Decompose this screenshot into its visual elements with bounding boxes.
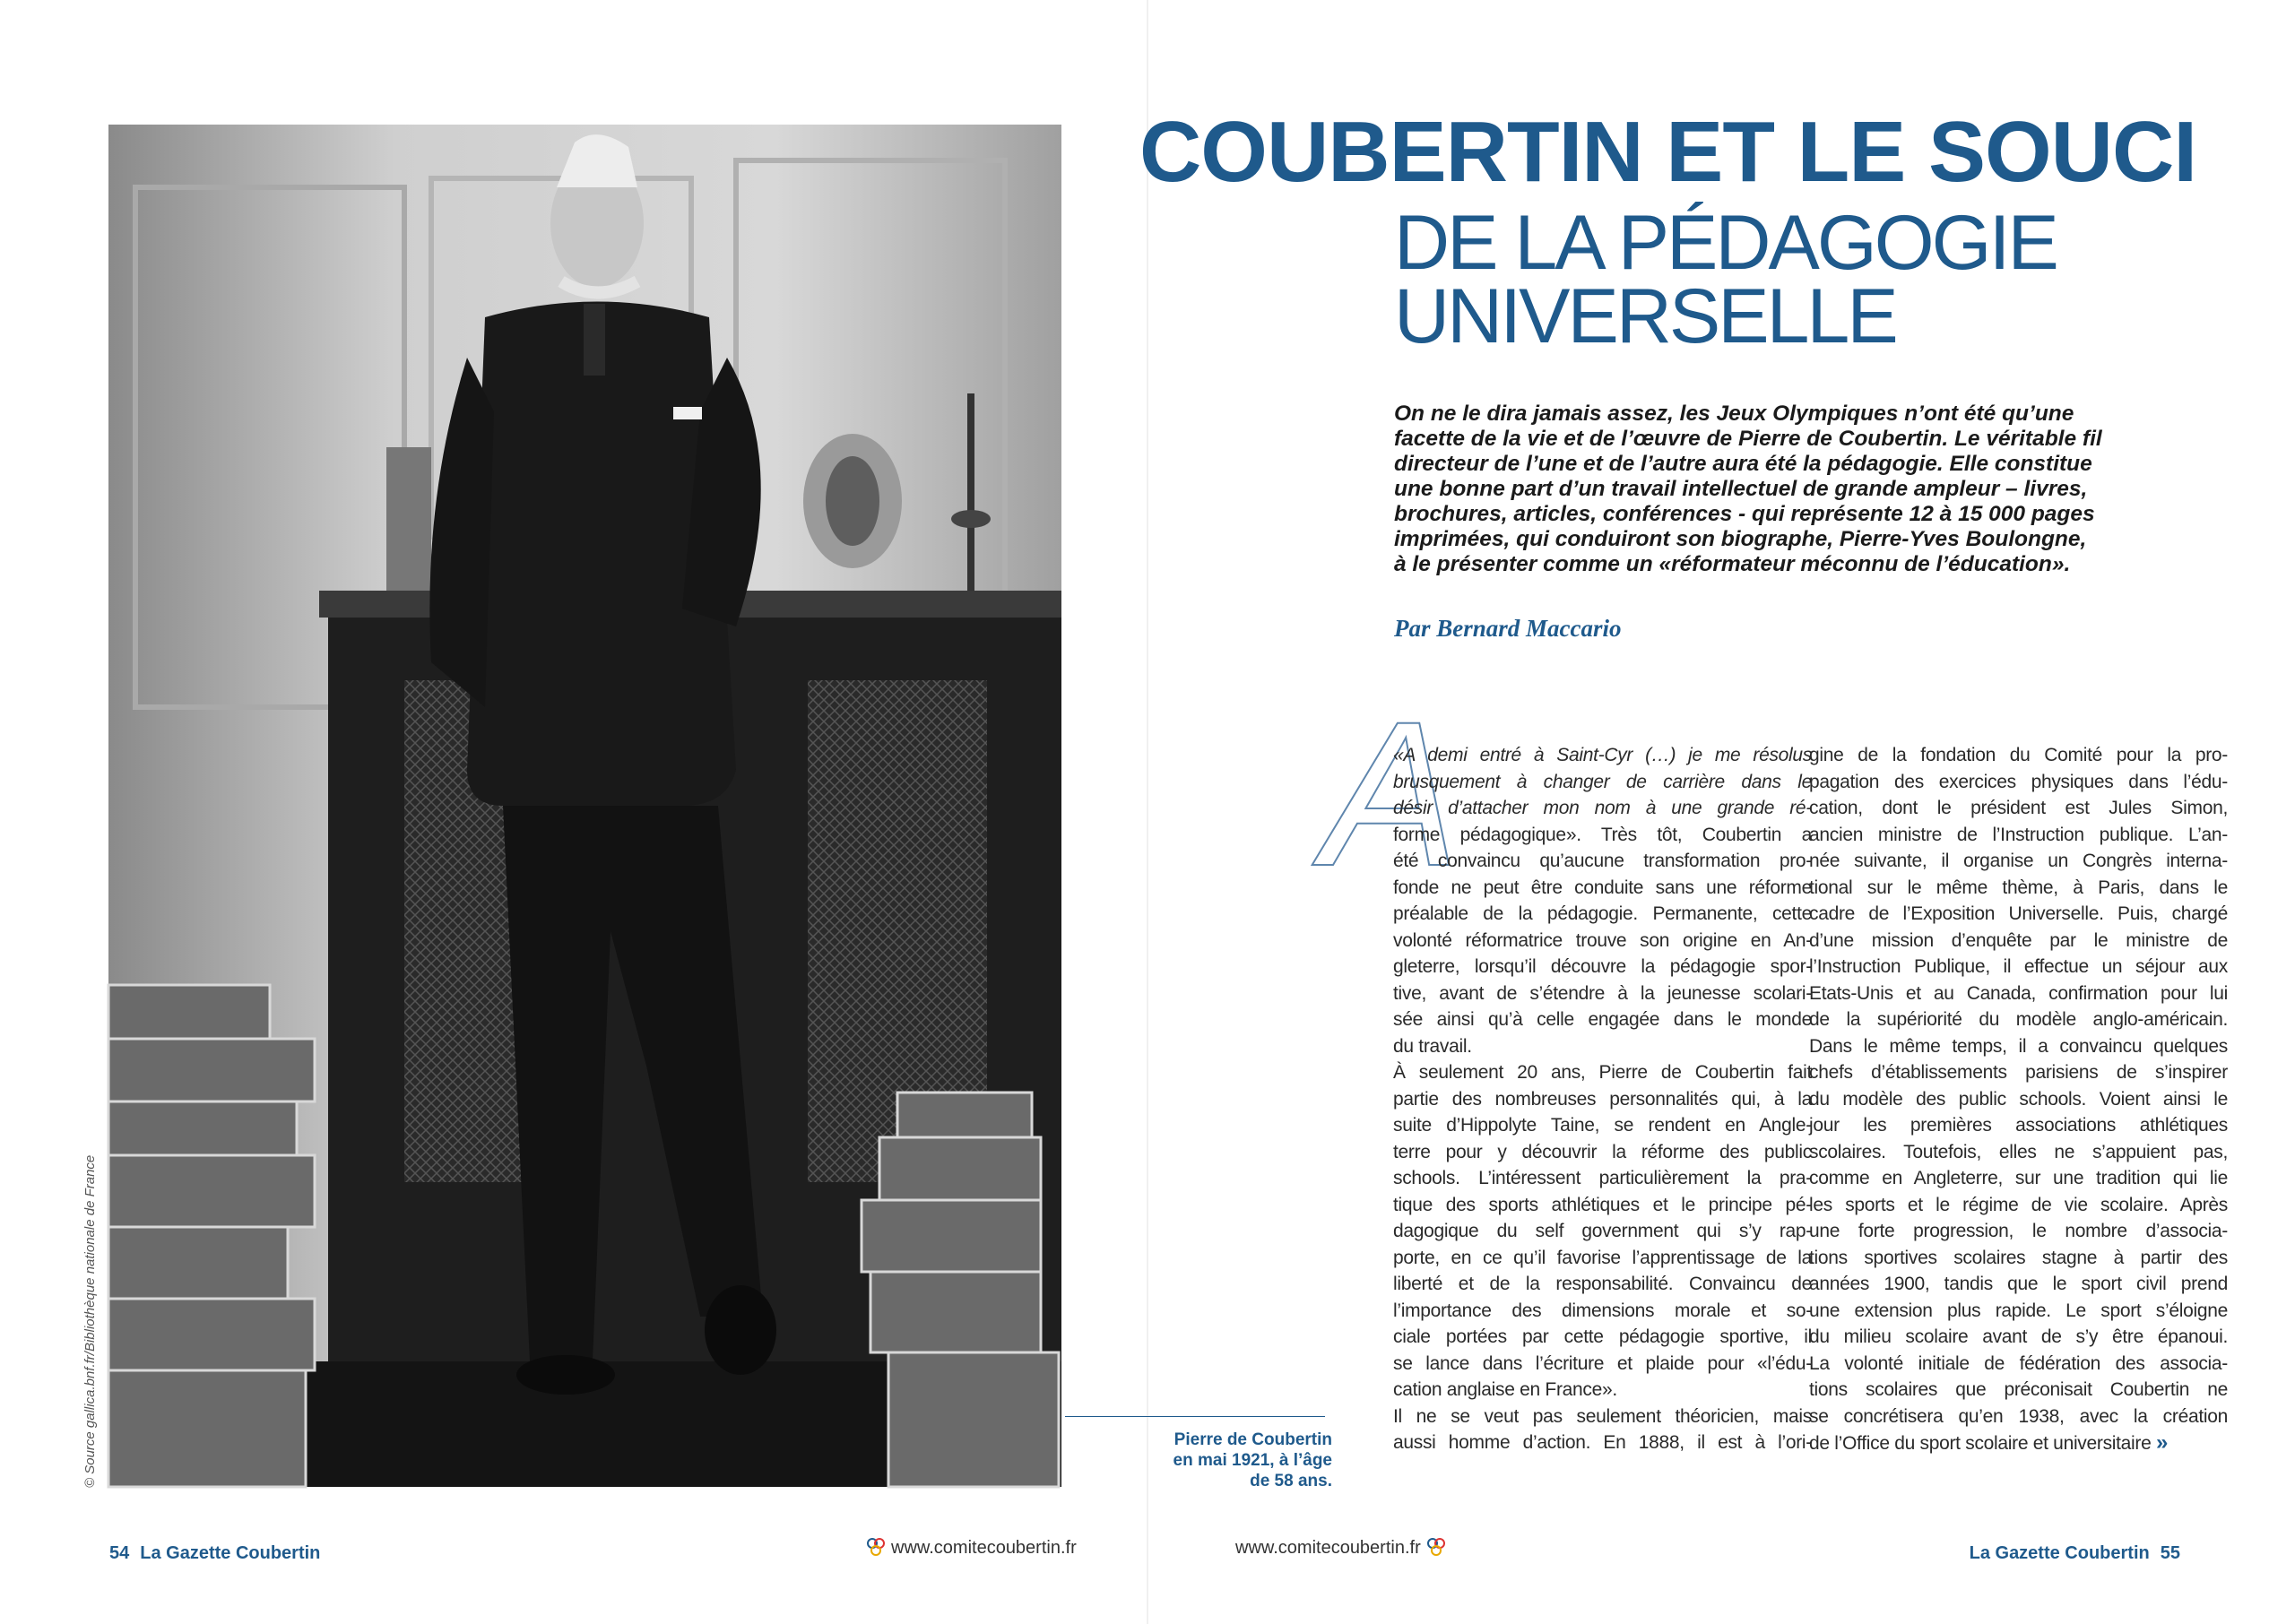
body-line: scolaires. Toutefois, elles ne s’appuient pas, (1809, 1141, 2228, 1162)
body-line: partie des nombreuses personnalités qui, à la (1393, 1088, 1812, 1110)
photo-caption (1162, 1430, 1332, 1491)
body-line: désir d’attacher mon nom à une grande ré- (1393, 798, 1812, 818)
olympic-rings-logo-icon (866, 1536, 886, 1559)
footer-url-right[interactable] (1235, 1536, 1446, 1559)
body-column-2 (1809, 742, 2228, 1457)
body-line: Dans le même temps, il a convaincu quelques (1809, 1035, 2228, 1057)
body-line: tique des sports athlétiques et le principe pé- (1393, 1194, 1812, 1215)
body-line: cation anglaise en France». (1393, 1379, 1617, 1400)
body-line: comme en Angleterre, sur une tradition qui lie (1809, 1168, 2228, 1188)
body-line: cation, dont le président est Jules Simon, (1809, 798, 2228, 818)
url-text[interactable]: www.comitecoubertin.fr (891, 1537, 1077, 1558)
lead-line: brochures, articles, conférences - qui représente 12 à 15 000 pages (1394, 502, 2095, 526)
drop-cap-letter: A (1322, 678, 1460, 909)
body-line: été convaincu qu’aucune transformation pro- (1393, 851, 1812, 871)
body-line: tions sportives scolaires stagne à partir des (1809, 1247, 2228, 1268)
lead-line: On ne le dira jamais assez, les Jeux Olympiques n’ont été qu’une (1394, 402, 2074, 426)
body-line: fonde ne peut être conduite sans une réforme (1393, 877, 1812, 898)
body-line: années 1900, tandis que le sport civil prend (1809, 1274, 2228, 1294)
lead-line: imprimées, qui conduiront son biographe, Pierre-Yves Boulongne, (1394, 527, 2087, 551)
body-line: ancien ministre de l’Instruction publique. L’an- (1809, 824, 2228, 845)
body-line: du travail. (1393, 1035, 1472, 1057)
body-line: tions scolaires que préconisait Coubertin ne (1809, 1379, 2228, 1400)
page-gutter (1147, 0, 1148, 1624)
body-line: de la supériorité du modèle anglo-américain. (1809, 1009, 2228, 1030)
coubertin-photo (108, 125, 1061, 1487)
body-line: tive, avant de s’étendre à la jeunesse scolari- (1393, 982, 1812, 1004)
body-line: une extension plus rapide. Le sport s’éloigne (1809, 1300, 2228, 1321)
double-chevron-right-icon: » (2156, 1430, 2169, 1455)
body-line: porte, en ce qu’il favorise l’apprentissage de la (1393, 1247, 1812, 1268)
body-line: Il ne se veut pas seulement théoricien, mais (1393, 1405, 1812, 1427)
magazine-title-right: La Gazette Coubertin (1969, 1543, 2150, 1563)
lead-line: une bonne part d’un travail intellectuel de grande ampleur – livres, (1394, 477, 2088, 501)
body-line: les sports et le régime de vie scolaire. Après (1809, 1194, 2228, 1215)
subtitle-line: UNIVERSELLE (1394, 273, 1896, 359)
body-line: sée ainsi qu’à celle engagée dans le monde (1393, 1009, 1812, 1030)
body-line: suite d’Hippolyte Taine, se rendent en Angle- (1393, 1115, 1812, 1136)
body-line: forme pédagogique». Très tôt, Coubertin a (1393, 824, 1812, 845)
body-line: une forte progression, le nombre d’associa- (1809, 1221, 2228, 1241)
photo-credit: © Source gallica.bnf.fr/Bibliothèque nationale de France (82, 1154, 98, 1488)
body-line: se lance dans l’écriture et plaide pour «l’édu- (1393, 1352, 1812, 1374)
body-line: l’importance des dimensions morale et so- (1393, 1300, 1812, 1321)
subtitle-line: DE LA PÉDAGOGIE (1394, 200, 2057, 286)
caption-line: Pierre de Coubertin (1173, 1430, 1332, 1449)
article-title: COUBERTIN ET LE SOUCI (1139, 104, 2196, 200)
body-line: dagogique du self government qui s’y rap- (1393, 1221, 1812, 1241)
lead-line: facette de la vie et de l’œuvre de Pierre de Coubertin. Le véritable fil (1394, 427, 2102, 451)
body-line: terre pour y découvrir la réforme des public (1393, 1141, 1812, 1162)
body-line: l’Instruction Publique, il effectue un séjour aux (1809, 956, 2228, 977)
body-line: née suivante, il organise un Congrès interna- (1809, 851, 2228, 871)
body-line: du modèle des public schools. Voient ainsi le (1809, 1088, 2228, 1110)
caption-line: de 58 ans. (1250, 1472, 1332, 1490)
body-line: «A demi entré à Saint-Cyr (…) je me résolus (1393, 745, 1812, 765)
body-column-1 (1393, 742, 1812, 1456)
body-line: préalable de la pédagogie. Permanente, cette (1393, 903, 1812, 924)
body-line: gleterre, lorsqu’il découvre la pédagogie spor- (1393, 956, 1812, 977)
body-line: tional sur le même thème, à Paris, dans le (1809, 877, 2228, 898)
caption-line: en mai 1921, à l’âge (1173, 1451, 1332, 1470)
body-line: Etats-Unis et au Canada, confirmation pour lui (1809, 982, 2228, 1004)
magazine-title-left: La Gazette Coubertin (140, 1543, 321, 1563)
body-line: brusquement à changer de carrière dans le (1393, 771, 1812, 792)
body-line: d’une mission d’enquête par le ministre de (1809, 929, 2228, 951)
body-line: schools. L’intéressent particulièrement la pra- (1393, 1168, 1812, 1188)
body-line: du milieu scolaire avant de s’y être épanoui. (1809, 1326, 2228, 1347)
body-line: jour les premières associations athlétiques (1809, 1115, 2228, 1136)
body-line: La volonté initiale de fédération des associa- (1809, 1352, 2228, 1374)
body-line: liberté et de la responsabilité. Convaincu de (1393, 1274, 1812, 1294)
olympic-rings-logo-icon (1426, 1536, 1446, 1559)
byline: Par Bernard Maccario (1394, 615, 1622, 642)
body-line: gine de la fondation du Comité pour la pro- (1809, 745, 2228, 765)
caption-rule (1065, 1416, 1325, 1417)
lead-paragraph (1394, 402, 2138, 577)
url-text[interactable]: www.comitecoubertin.fr (1235, 1537, 1421, 1558)
page-number-right: 55 (2160, 1543, 2180, 1563)
lead-line: à le présenter comme un «réformateur méconnu de l’éducation». (1394, 552, 2071, 576)
body-line: chefs d’établissements parisiens de s’inspirer (1809, 1062, 2228, 1083)
body-line (1809, 1430, 2228, 1457)
body-line: ciale portées par cette pédagogie sportive, il (1393, 1326, 1812, 1347)
body-line: pagation des exercices physiques dans l’édu- (1809, 771, 2228, 792)
body-line: À seulement 20 ans, Pierre de Coubertin fait (1393, 1062, 1812, 1083)
body-line: volonté réformatrice trouve son origine en An- (1393, 929, 1812, 951)
footer-left (99, 1543, 320, 1564)
body-line-text: de l’Office du sport scolaire et universitaire (1809, 1433, 2152, 1454)
lead-line: directeur de l’une et de l’autre aura été la pédagogie. Elle constitue (1394, 452, 2092, 476)
body-line: aussi homme d’action. En 1888, il est à l’ori- (1393, 1432, 1812, 1453)
footer-url-left[interactable] (866, 1536, 1077, 1559)
body-line: cadre de l’Exposition Universelle. Puis, chargé (1809, 903, 2228, 924)
page-number-left: 54 (109, 1543, 130, 1563)
body-line: se concrétisera qu’en 1938, avec la création (1809, 1405, 2228, 1427)
article-subtitle (1394, 200, 2057, 359)
footer-right (1970, 1543, 2191, 1564)
